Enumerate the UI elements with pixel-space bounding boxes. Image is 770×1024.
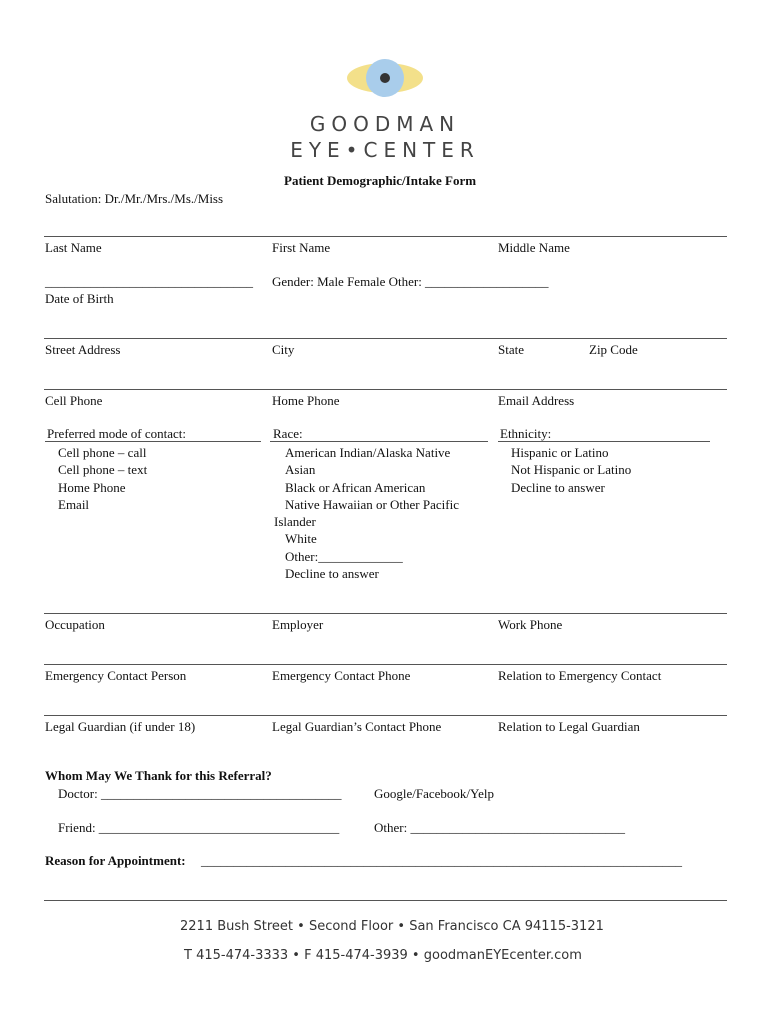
middle-name-label[interactable]: Middle Name [498,240,570,255]
legal-guardian-phone-label[interactable]: Legal Guardian’s Contact Phone [272,719,442,734]
race-option[interactable]: White [285,531,317,546]
race-option[interactable]: American Indian/Alaska Native [285,445,451,460]
emergency-contact-relation-label[interactable]: Relation to Emergency Contact [498,668,662,683]
contact-option[interactable]: Cell phone – text [58,462,148,477]
eye-logo-icon [345,56,425,112]
race-heading: Race: [273,426,303,441]
work-phone-label[interactable]: Work Phone [498,617,563,632]
referral-heading: Whom May We Thank for this Referral? [45,768,272,783]
city-label[interactable]: City [272,342,295,357]
reason-label: Reason for Appointment: [45,853,186,868]
ethnicity-option[interactable]: Not Hispanic or Latino [511,462,632,477]
race-option[interactable]: Other:_____________ [285,549,403,564]
last-name-label[interactable]: Last Name [45,240,102,255]
footer-contact: T 415-474-3333 • F 415-474-3939 • goodmanEYEcenter.com [184,948,582,963]
footer-address: 2211 Bush Street • Second Floor • San Francisco CA 94115-3121 [180,919,604,934]
dob-label: Date of Birth [45,291,114,306]
salutation[interactable]: Salutation: Dr./Mr./Mrs./Ms./Miss [45,191,224,206]
gender-field[interactable]: Gender: Male Female Other: ___________________ [272,274,549,289]
race-option[interactable]: Black or African American [285,480,426,495]
divider [44,236,727,237]
referral-friend-field[interactable]: Friend: _____________________________________ [58,820,340,835]
logo-name-line2: EYE•CENTER [290,138,480,162]
employer-label[interactable]: Employer [272,617,324,632]
logo-name-line1: GOODMAN [309,112,461,136]
race-option[interactable]: Decline to answer [285,566,379,581]
race-option[interactable]: Asian [285,462,316,477]
race-option-continued: Islander [274,514,316,529]
reason-field[interactable]: __________________________________________________________________________ [201,853,682,868]
divider [44,715,727,716]
divider [44,389,727,390]
home-phone-label[interactable]: Home Phone [272,393,340,408]
dob-field-line[interactable]: ________________________________ [45,274,253,289]
referral-other-field[interactable]: Other: _________________________________ [374,820,625,835]
legal-guardian-relation-label[interactable]: Relation to Legal Guardian [498,719,640,734]
logo [0,50,770,160]
contact-option[interactable]: Cell phone – call [58,445,147,460]
email-address-label[interactable]: Email Address [498,393,575,408]
first-name-label[interactable]: First Name [272,240,331,255]
legal-guardian-label[interactable]: Legal Guardian (if under 18) [45,719,196,734]
divider [44,338,727,339]
ethnicity-option[interactable]: Hispanic or Latino [511,445,609,460]
street-address-label[interactable]: Street Address [45,342,121,357]
ethnicity-heading: Ethnicity: [500,426,552,441]
divider [45,441,261,442]
footer-divider [44,900,727,901]
contact-option[interactable]: Home Phone [58,480,126,495]
zip-code-label[interactable]: Zip Code [589,342,638,357]
cell-phone-label[interactable]: Cell Phone [45,393,103,408]
emergency-contact-phone-label[interactable]: Emergency Contact Phone [272,668,411,683]
race-option[interactable]: Native Hawaiian or Other Pacific [285,497,459,512]
divider [498,441,710,442]
divider [44,613,727,614]
divider [44,664,727,665]
contact-option[interactable]: Email [58,497,90,512]
referral-google-option[interactable]: Google/Facebook/Yelp [374,786,495,801]
ethnicity-option[interactable]: Decline to answer [511,480,605,495]
emergency-contact-person-label[interactable]: Emergency Contact Person [45,668,187,683]
referral-doctor-field[interactable]: Doctor: _____________________________________ [58,786,342,801]
state-label[interactable]: State [498,342,524,357]
form-title: Patient Demographic/Intake Form [284,173,477,188]
occupation-label[interactable]: Occupation [45,617,105,632]
divider [270,441,488,442]
contact-heading: Preferred mode of contact: [47,426,186,441]
